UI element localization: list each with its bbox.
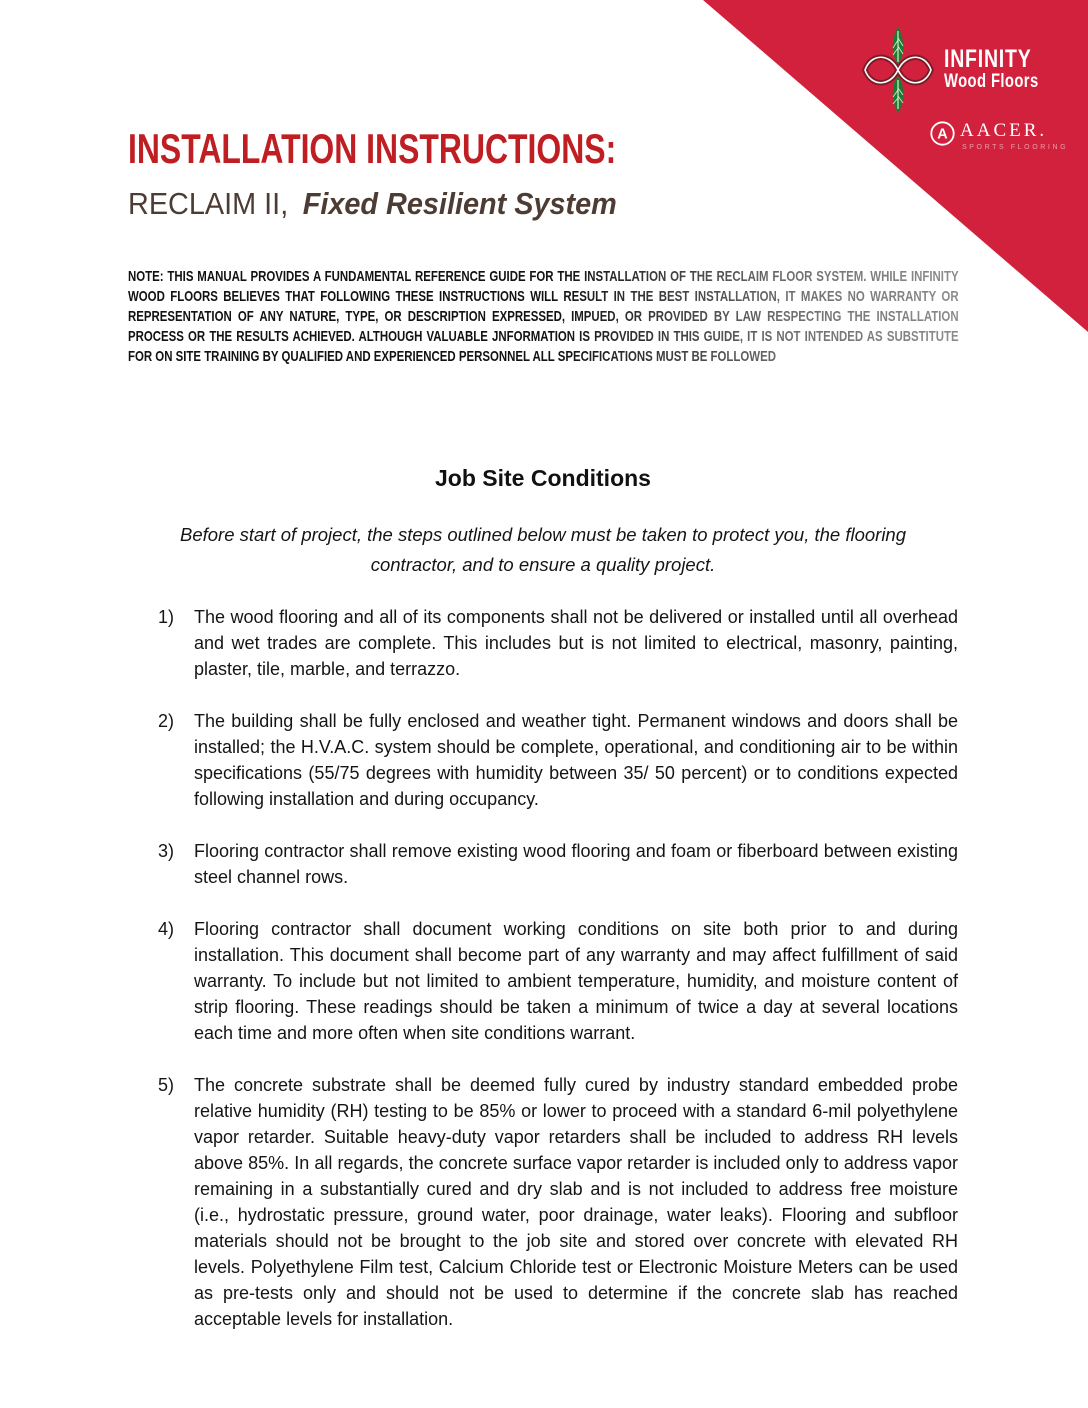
list-item-text: The concrete substrate shall be deemed fully cured by industry standard embedded probe relative humidity (RH) testing to be 85% or lower to proceed with a standard 6-mil polyethylene vapor retarder. Suitable heavy-duty vapor retarders shall be included to address RH levels above 85%. In all regards, the concrete surface vapor retarder is included only to address vapor remaining in a substantially cured and dry slab and is not included to address free moisture (i.e., hydrostatic pressure, ground water, poor drainage, water leaks). Flooring and subfloor materials should not be brought to the job site and stored over concrete with elevated RH levels. Polyethylene Film test, Calcium Chloride test or Electronic Moisture Meters can be used as pre-tests only and should not be used to determine if the concrete slab has reached acceptable levels for installation. [194, 1075, 958, 1329]
infinity-brand-name: INFINITY [944, 45, 1032, 73]
list-item-text: Flooring contractor shall document working conditions on site both prior to and during installation. This document shall become part of any warranty and may affect fulfillment of said warranty. To include but not limited to ambient temperature, humidity, and moisture content of strip flooring. These readings should be taken a minimum of twice a day at several locations each time and more often when site conditions warrant. [194, 919, 958, 1043]
list-item-number: 5) [158, 1075, 175, 1095]
list-item-number: 3) [158, 841, 175, 861]
conditions-list [128, 604, 958, 1332]
infinity-wood-floors-wordmark [944, 46, 1039, 93]
aacer-brand-name: AACER. [960, 120, 1048, 141]
infinity-leaf-logo-icon [856, 24, 940, 121]
subtitle-model-name: RECLAIM II, [128, 186, 289, 221]
list-item [128, 916, 958, 1046]
list-item [128, 1072, 958, 1332]
section-heading: Job Site Conditions [435, 465, 651, 491]
list-item-text: The wood flooring and all of its components shall not be delivered or installed until all overhead and wet trades are complete. This includes but is not limited to electrical, masonry, painting, plaster, tile, marble, and terrazzo. [194, 607, 958, 679]
list-item [128, 708, 958, 812]
list-item-text: Flooring contractor shall remove existing wood flooring and foam or fiberboard between existing steel channel rows. [194, 841, 958, 887]
list-item-text: The building shall be fully enclosed and weather tight. Permanent windows and doors shall be installed; the H.V.A.C. system should be complete, operational, and conditioning air to be within specifications (55/75 degrees with humidity between 35/ 50 percent) or to conditions expected following installation and during occupancy. [194, 711, 958, 809]
svg-text:A: A [937, 126, 948, 143]
aacer-brand-tagline: SPORTS FLOORING [962, 143, 1069, 151]
note-text [128, 267, 959, 367]
list-item-number: 2) [158, 711, 175, 731]
note-label: NOTE: [128, 268, 164, 285]
section-intro: Before start of project, the steps outlined below must be taken to protect you, the flooring contractor, and to ensure a quality project. [179, 524, 907, 575]
infinity-brand-tagline: Wood Floors [944, 71, 1039, 93]
subtitle-system-name: Fixed Resilient System [302, 186, 617, 221]
list-item-number: 4) [158, 919, 175, 939]
list-item [128, 604, 958, 682]
page-title: INSTALLATION INSTRUCTIONS: [128, 125, 617, 172]
page-subtitle [128, 188, 900, 219]
document-content [0, 125, 1088, 1332]
note-body: THIS MANUAL PROVIDES A FUNDAMENTAL REFERENCE GUIDE FOR THE INSTALLATION OF THE RECLAIM FLOOR SYSTEM. WHILE INFINITY WOOD FLOORS BELIEVES THAT FOLLOWING THESE INSTRUCTIONS WILL RESULT IN THE BEST INSTALLATION, IT MAKES NO WARRANTY OR REPRESENTATION OF ANY NATURE, TYPE, OR DESCRIPTION EXPRESSED, IMPUED, OR PROVIDED BY LAW RESPECTING THE INSTALLATION PROCESS OR THE RESULTS ACHIEVED. ALTHOUGH VALUABLE JNFORMATION IS PROVIDED IN THIS GUIDE, IT IS NOT INTENDED AS SUBSTITUTE FOR ON SITE TRAINING BY QUALIFIED AND EXPERIENCED PERSONNEL ALL SPECIFICATIONS MUST BE FOLLOWED [128, 268, 959, 365]
list-item [128, 838, 958, 890]
list-item-number: 1) [158, 607, 175, 627]
note-paragraph [128, 267, 958, 409]
